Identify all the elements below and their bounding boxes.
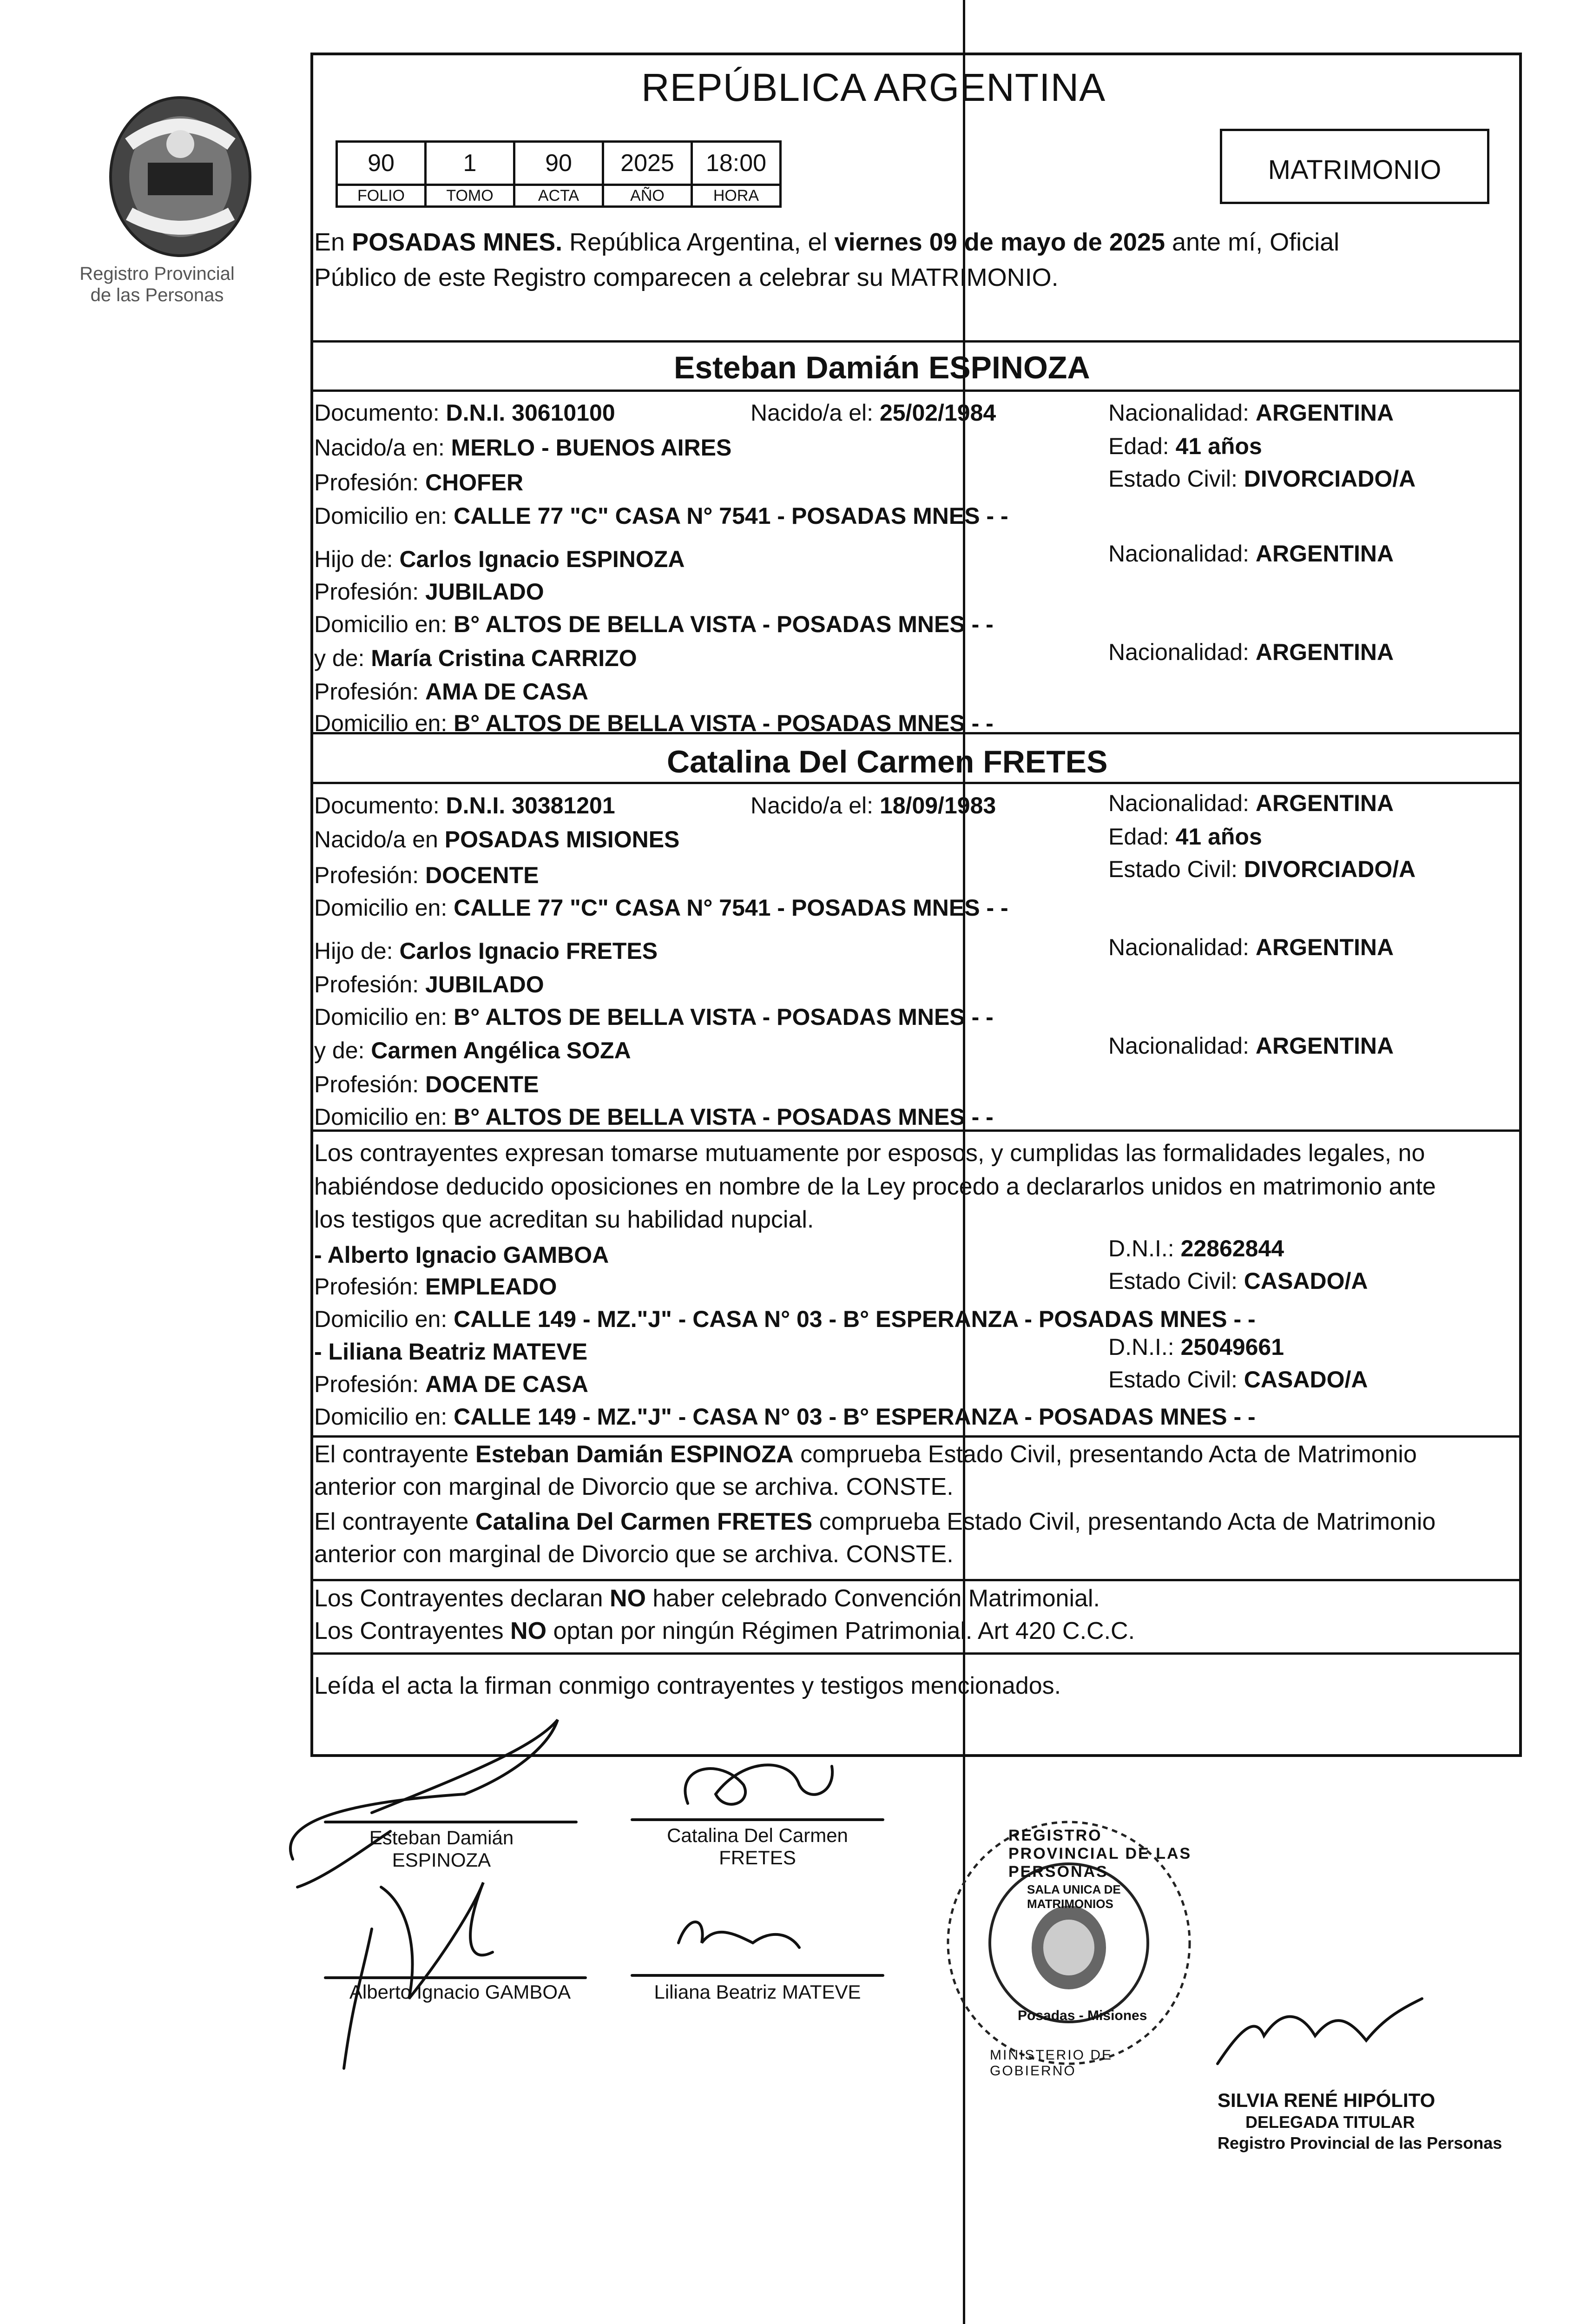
- spouse2-mother-address: Domicilio en: B° ALTOS DE BELLA VISTA - POSADAS MNES - -: [314, 1104, 994, 1130]
- witness2-profession: Profesión: AMA DE CASA: [314, 1371, 588, 1397]
- spouse2-birthdate: Nacido/a el: 18/09/1983: [750, 792, 996, 819]
- spouse1-profession: Profesión: CHOFER: [314, 469, 524, 495]
- acta-value: 90: [514, 142, 603, 185]
- time-value: 18:00: [692, 142, 781, 185]
- intro-line-1: En POSADAS MNES. República Argentina, el viernes 09 de mayo de 2025 ante mí, Oficial: [314, 228, 1340, 256]
- folio-value: 90: [337, 142, 426, 185]
- spouse1-address: Domicilio en: CALLE 77 "C" CASA N° 7541 - POSADAS MNES - -: [314, 503, 1008, 529]
- stamp-outer-text: REGISTRO PROVINCIAL DE LAS PERSONAS: [1008, 1827, 1192, 1881]
- spouse2-mother: y de: Carmen Angélica SOZA: [314, 1037, 631, 1063]
- signature-witness2-caption: Liliana Beatriz MATEVE: [654, 1981, 861, 2003]
- spouse2-father-address: Domicilio en: B° ALTOS DE BELLA VISTA - POSADAS MNES - -: [314, 1004, 994, 1030]
- note1-line-2: anterior con marginal de Divorcio que se archiva. CONSTE.: [314, 1473, 954, 1500]
- signature-spouse2-line2: FRETES: [719, 1847, 796, 1868]
- spouse1-document: Documento: D.N.I. 30610100: [314, 400, 615, 426]
- year-value: 2025: [603, 142, 692, 185]
- stamp-ministry-text: MINISTERIO DE GOBIERNO: [990, 2047, 1113, 2079]
- year-label: AÑO: [603, 185, 692, 207]
- convention-line: Los Contrayentes declaran NO haber celebrado Convención Matrimonial.: [314, 1585, 1100, 1612]
- spouse1-father-nationality: Nacionalidad: ARGENTINA: [1108, 541, 1394, 567]
- witness2-address: Domicilio en: CALLE 149 - MZ."J" - CASA N° 03 - B° ESPERANZA - POSADAS MNES - -: [314, 1404, 1256, 1430]
- note2-line-2: anterior con marginal de Divorcio que se archiva. CONSTE.: [314, 1541, 954, 1568]
- spouse2-father: Hijo de: Carlos Ignacio FRETES: [314, 938, 658, 964]
- spouse2-father-profession: Profesión: JUBILADO: [314, 971, 544, 997]
- official-role: DELEGADA TITULAR: [1245, 2113, 1415, 2132]
- record-kind: MATRIMONIO: [1268, 155, 1442, 185]
- regime-line: Los Contrayentes NO optan por ningún Régimen Patrimonial. Art 420 C.C.C.: [314, 1618, 1135, 1644]
- spouse2-address: Domicilio en: CALLE 77 "C" CASA N° 7541 - POSADAS MNES - -: [314, 895, 1008, 921]
- stamp-inner-text: SALA UNICA DE MATRIMONIOS: [1027, 1882, 1121, 1911]
- declaration-line-3: los testigos que acreditan su habilidad nupcial.: [314, 1206, 814, 1233]
- signature-spouse1-line2: ESPINOZA: [392, 1849, 491, 1871]
- signature-spouse2-line1: Catalina Del Carmen: [667, 1824, 848, 1846]
- spouse1-birthdate: Nacido/a el: 25/02/1984: [750, 400, 996, 426]
- declaration-line-1: Los contrayentes expresan tomarse mutuamente por esposos, y cumplidas las formalidades legales, no: [314, 1140, 1425, 1167]
- witness2-dni: D.N.I.: 25049661: [1108, 1334, 1284, 1360]
- spouse1-mother-nationality: Nacionalidad: ARGENTINA: [1108, 639, 1394, 665]
- read-line: Leída el acta la firman conmigo contrayentes y testigos mencionados.: [314, 1672, 1061, 1699]
- spouse1-mother-profession: Profesión: AMA DE CASA: [314, 679, 588, 705]
- signature-spouse1-caption: [344, 1827, 539, 1871]
- tomo-label: TOMO: [426, 185, 514, 207]
- spouse1-age: Edad: 41 años: [1108, 433, 1262, 459]
- spouse1-mother: y de: María Cristina CARRIZO: [314, 645, 637, 671]
- spouse2-father-nationality: Nacionalidad: ARGENTINA: [1108, 934, 1394, 960]
- spouse1-name: Esteban Damián ESPINOZA: [674, 350, 1090, 385]
- witness2-civil-status: Estado Civil: CASADO/A: [1108, 1367, 1368, 1393]
- stamp-bottom-text: Posadas - Misiones: [1018, 2008, 1147, 2023]
- signature-spouse2-caption: [646, 1824, 869, 1869]
- spouse1-birthplace: Nacido/a en: MERLO - BUENOS AIRES: [314, 435, 732, 461]
- spouse2-civil-status: Estado Civil: DIVORCIADO/A: [1108, 856, 1416, 882]
- signature-witness1-caption: Alberto Ignacio GAMBOA: [349, 1981, 571, 2003]
- signature-spouse1-line1: Esteban Damián: [369, 1827, 514, 1849]
- witness1-profession: Profesión: EMPLEADO: [314, 1274, 557, 1300]
- witness1-name: - Alberto Ignacio GAMBOA: [314, 1242, 609, 1268]
- spouse2-document: Documento: D.N.I. 30381201: [314, 792, 615, 819]
- official-name: SILVIA RENÉ HIPÓLITO: [1218, 2089, 1435, 2111]
- spouse2-name: Catalina Del Carmen FRETES: [667, 744, 1108, 779]
- witness1-address: Domicilio en: CALLE 149 - MZ."J" - CASA N° 03 - B° ESPERANZA - POSADAS MNES - -: [314, 1306, 1256, 1332]
- logo-caption-line1: Registro Provincial: [79, 264, 235, 284]
- note1-line-1: El contrayente Esteban Damián ESPINOZA comprueba Estado Civil, presentando Acta de Matrimonio: [314, 1441, 1417, 1468]
- spouse2-mother-nationality: Nacionalidad: ARGENTINA: [1108, 1033, 1394, 1059]
- time-label: HORA: [692, 185, 781, 207]
- spouse2-profession: Profesión: DOCENTE: [314, 862, 539, 888]
- spouse1-father-address: Domicilio en: B° ALTOS DE BELLA VISTA - POSADAS MNES - -: [314, 611, 994, 637]
- spouse2-nationality: Nacionalidad: ARGENTINA: [1108, 790, 1394, 816]
- note2-line-1: El contrayente Catalina Del Carmen FRETES comprueba Estado Civil, presentando Acta de Matrimonio: [314, 1508, 1436, 1535]
- folio-label: FOLIO: [337, 185, 426, 207]
- witness1-civil-status: Estado Civil: CASADO/A: [1108, 1268, 1368, 1294]
- official-stamp: [939, 1813, 1199, 2079]
- tomo-value: 1: [426, 142, 514, 185]
- spouse1-mother-address: Domicilio en: B° ALTOS DE BELLA VISTA - POSADAS MNES - -: [314, 710, 994, 736]
- spouse1-father-profession: Profesión: JUBILADO: [314, 579, 544, 605]
- declaration-line-2: habiéndose deducido oposiciones en nombre de la Ley procedo a declararlos unidos en matrimonio ante: [314, 1173, 1436, 1200]
- spouse1-father: Hijo de: Carlos Ignacio ESPINOZA: [314, 546, 685, 572]
- official-office: Registro Provincial de las Personas: [1218, 2133, 1502, 2152]
- witness1-dni: D.N.I.: 22862844: [1108, 1235, 1284, 1261]
- spouse2-birthplace: Nacido/a en POSADAS MISIONES: [314, 826, 680, 852]
- spouse2-mother-profession: Profesión: DOCENTE: [314, 1071, 539, 1097]
- logo-caption-line2: de las Personas: [90, 285, 224, 305]
- page-title: REPÚBLICA ARGENTINA: [641, 66, 1106, 109]
- spouse1-civil-status: Estado Civil: DIVORCIADO/A: [1108, 466, 1416, 492]
- spouse2-age: Edad: 41 años: [1108, 824, 1262, 850]
- acta-label: ACTA: [514, 185, 603, 207]
- intro-line-2: Público de este Registro comparecen a celebrar su MATRIMONIO.: [314, 264, 1059, 291]
- witness2-name: - Liliana Beatriz MATEVE: [314, 1339, 588, 1365]
- spouse1-nationality: Nacionalidad: ARGENTINA: [1108, 400, 1394, 426]
